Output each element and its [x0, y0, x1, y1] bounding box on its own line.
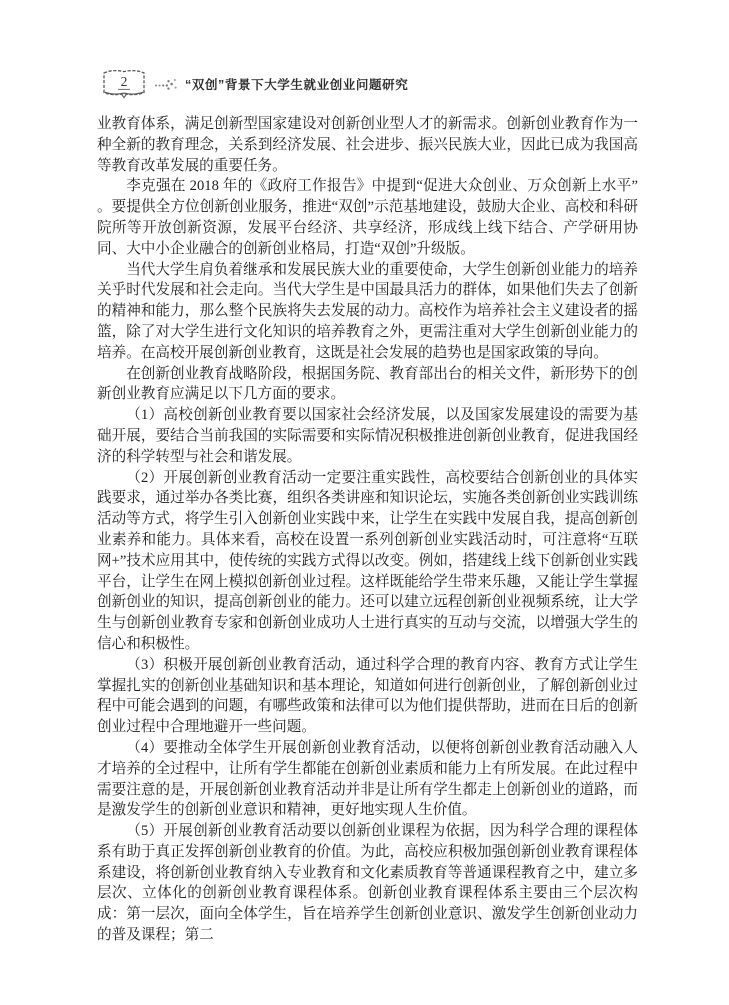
body-paragraph: （3）积极开展创新创业教育活动，通过科学合理的教育内容、教育方式让学生掌握扎实的创新创业基础知识和基本理论，知道如何进行创新创业，了解创新创业过程中可能会遇到的问题，有哪些政策和法律可以为他们提供帮助，进而在日后的创新创业过程中合理地避开一些问题。 [97, 656, 638, 736]
body-paragraph: 业教育体系，满足创新型国家建设对创新创业型人才的新需求。创新创业教育作为一种全新的教育理念，关系到经济发展、社会进步、振兴民族大业，因此已成为我国高等教育改革发展的重要任务。 [97, 116, 638, 174]
running-header [101, 68, 408, 99]
body-paragraph: （2）开展创新创业教育活动一定要注重实践性，高校要结合创新创业的具体实践要求，通过举办各类比赛，组织各类讲座和知识论坛，实施各类创新创业实践训练活动等方式，将学生引入创新创业实践中来，让学生在实践中发展自我，提高创新创业素养和能力。具体来看，高校在设置一系列创新创业实践活动时，可注意将“互联网+”技术应用其中，使传统的实践方式得以改变。例如，搭建线上线下创新创业实践平台，让学生在网上模拟创新创业过程。这样既能给学生带来乐趣，又能让学生掌握创新创业的知识，提高创新创业的能力。还可以建立远程创新创业视频系统，让大学生与创新创业教育专家和创新创业成功人士进行真实的互动与交流，以增强大学生的信心和积极性。 [97, 469, 638, 652]
body-paragraph: 当代大学生肩负着继承和发展民族大业的重要使命，大学生创新创业能力的培养关乎时代发展和社会走向。当代大学生是中国最具活力的群体，如果他们失去了创新的精神和能力，那么整个民族将失去发展的动力。高校作为培养社会主义建设者的摇篮，除了对大学生进行文化知识的培养教育之外，更需注重对大学生创新创业能力的培养。在高校开展创新创业教育，这既是社会发展的趋势也是国家政策的导向。 [97, 261, 638, 361]
body-paragraph: 李克强在 2018 年的《政府工作报告》中提到“促进大众创业、万众创新上水平” 。要提供全方位创新创业服务，推进“双创”示范基地建设，鼓励大企业、高校和科研院所等开放创新资源，发展平台经济、共享经济，形成线上线下结合、产学研用协同、大中小企业融合的创新创业格局，打造“双创”升级版。 [97, 178, 638, 257]
dots-ornament-icon [154, 75, 178, 95]
page-body-text [97, 114, 638, 946]
page-number: 2 [120, 74, 128, 90]
body-paragraph: （5）开展创新创业教育活动要以创新创业课程为依据，因为科学合理的课程体系有助于真正发挥创新创业教育的价值。为此，高校应积极加强创新创业教育课程体系建设，将创新创业教育纳入专业教育和文化素质教育等普通课程教育之中，建立多层次、立体化的创新创业教育课程体系。创新创业教育课程体系主要由三个层次构成：第一层次，面向全体学生，旨在培养学生创新创业意识、激发学生创新创业动力的普及课程；第二 [97, 823, 638, 944]
body-paragraph: （1）高校创新创业教育要以国家社会经济发展，以及国家发展建设的需要为基础开展，要结合当前我国的实际需要和实际情况积极推进创新创业教育，促进我国经济的科学转型与社会和谐发展。 [97, 407, 638, 465]
running-header-title: “双创”背景下大学生就业创业问题研究 [185, 78, 409, 92]
body-paragraph: （4）要推动全体学生开展创新创业教育活动，以便将创新创业教育活动融入人才培养的全过程中，让所有学生都能在创新创业素质和能力上有所发展。在此过程中需要注意的是，开展创新创业教育活动并非是让所有学生都走上创新创业的道路，而是激发学生的创新创业意识和精神，更好地实现人生价值。 [97, 739, 638, 819]
body-paragraph: 在创新创业教育战略阶段，根据国务院、教育部出台的相关文件，新形势下的创新创业教育应满足以下几方面的要求。 [97, 365, 638, 403]
open-book-page-number-icon [101, 68, 147, 99]
